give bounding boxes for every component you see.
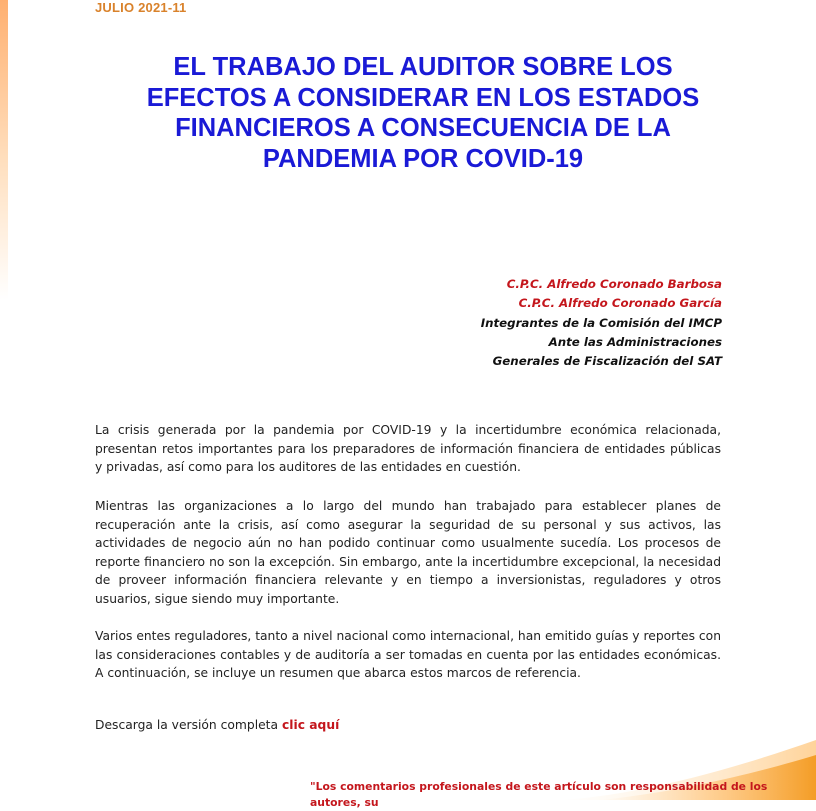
- title-line: EFECTOS A CONSIDERAR EN LOS ESTADOS: [146, 83, 700, 112]
- issue-code: JULIO 2021-11: [95, 0, 187, 15]
- title-line: PANDEMIA POR COVID-19: [262, 144, 584, 173]
- body-paragraph: Mientras las organizaciones a lo largo del mundo han trabajado para establecer planes de recuperación ante la crisis, así como asegurar la seguridad de su personal y sus activos, las actividades de negocio aún no han podido continuar como usualmente sucedía. Los procesos de reporte financiero no son la excepción. Sin embargo, ante la incertidumbre excepcional, la necesidad de proveer información financiera relevante y en tiempo a inversionistas, reguladores y otros usuarios, sigue siendo muy importante.: [95, 499, 721, 606]
- download-link[interactable]: clic aquí: [281, 718, 340, 732]
- title-line: FINANCIEROS A CONSECUENCIA DE LA: [175, 114, 671, 142]
- body-paragraph: Varios entes reguladores, tanto a nivel nacional como internacional, han emitido guías y reportes con las consideraciones contables y de auditoría a ser tomadas en cuenta por las entidades económicas. A continuación, se incluye un resumen que abarca estos marcos de referencia.: [95, 629, 721, 681]
- affiliation-line: Generales de Fiscalización del SAT: [492, 354, 722, 369]
- author-name: C.P.C. Alfredo Coronado García: [518, 296, 722, 311]
- title-line: EL TRABAJO DEL AUDITOR SOBRE LOS: [173, 53, 673, 81]
- author-name: C.P.C. Alfredo Coronado Barbosa: [506, 277, 722, 291]
- download-text: Descarga la versión completa: [95, 718, 279, 732]
- left-accent-bar: [0, 0, 8, 300]
- footer-disclaimer: "Los comentarios profesionales de este artículo son responsabilidad de los autores, su: [310, 780, 768, 809]
- body-paragraph: La crisis generada por la pandemia por COVID-19 y la incertidumbre económica relacionada, presentan retos importantes para los preparadores de información financiera de entidades públicas y privadas, así como para los auditores de las entidades en cuestión.: [95, 423, 721, 475]
- affiliation-line: Integrantes de la Comisión del IMCP: [480, 315, 722, 330]
- article-title: [80, 52, 766, 174]
- affiliation-line: Ante las Administraciones: [548, 334, 722, 349]
- download-line: [95, 718, 339, 732]
- author-block: [481, 275, 722, 371]
